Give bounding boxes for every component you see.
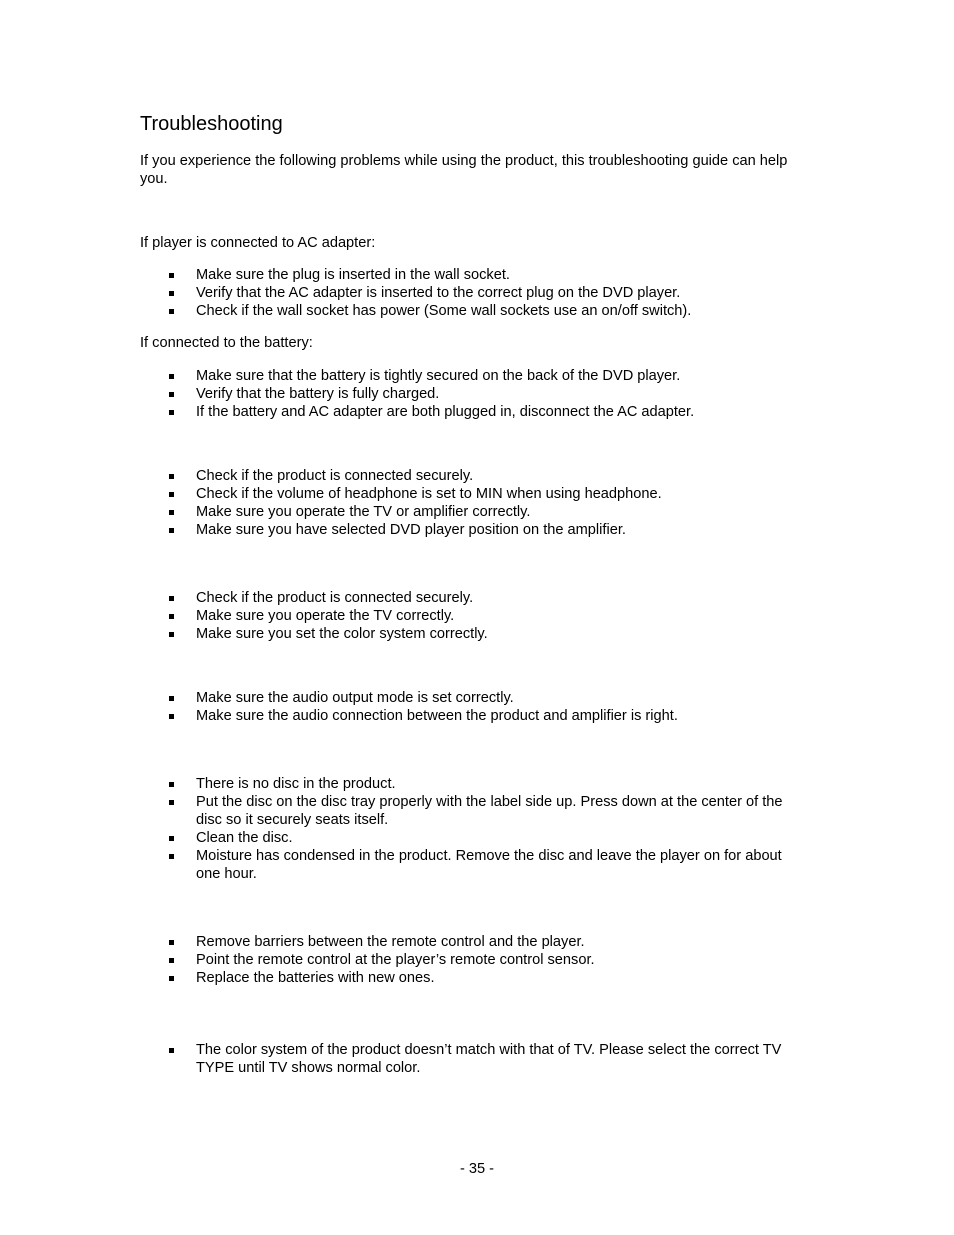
list-item <box>140 385 800 403</box>
list-item-text: Remove barriers between the remote control and the player. <box>196 934 585 950</box>
list-item-text: Make sure you operate the TV or amplifier correctly. <box>196 504 531 520</box>
list-item <box>140 284 800 302</box>
bullet-icon <box>169 291 174 296</box>
no-picture-list <box>140 589 800 643</box>
list-item <box>140 521 800 539</box>
ac-adapter-list <box>140 266 800 320</box>
bullet-icon <box>169 392 174 397</box>
list-item-text: If the battery and AC adapter are both plugged in, disconnect the AC adapter. <box>196 404 695 420</box>
list-item-text: Make sure you have selected DVD player position on the amplifier. <box>196 522 626 538</box>
bullet-icon <box>169 782 174 787</box>
battery-intro: If connected to the battery: <box>140 335 313 351</box>
intro-paragraph: If you experience the following problems while using the product, this troubleshooting guide can help you. <box>140 153 788 187</box>
list-item-text: Check if the product is connected securely. <box>196 590 474 606</box>
list-item <box>140 589 800 607</box>
remote-list <box>140 933 800 987</box>
list-item <box>140 689 800 707</box>
bullet-icon <box>169 940 174 945</box>
list-item-text: Make sure you operate the TV correctly. <box>196 608 455 624</box>
bullet-icon <box>169 1048 174 1053</box>
bullet-icon <box>169 374 174 379</box>
list-item <box>140 367 800 385</box>
bullet-icon <box>169 696 174 701</box>
list-item-text: Check if the wall socket has power (Some wall sockets use an on/off switch). <box>196 303 692 319</box>
bullet-icon <box>169 492 174 497</box>
list-item <box>140 403 800 421</box>
list-item-text: Verify that the battery is fully charged. <box>196 386 440 402</box>
battery-list <box>140 367 800 421</box>
page-title: Troubleshooting <box>140 113 283 135</box>
bullet-icon <box>169 474 174 479</box>
bullet-icon <box>169 836 174 841</box>
bullet-icon <box>169 273 174 278</box>
ac-adapter-intro: If player is connected to AC adapter: <box>140 235 376 251</box>
list-item-text: Check if the volume of headphone is set to MIN when using headphone. <box>196 486 662 502</box>
list-item <box>140 302 800 320</box>
list-item-text: Make sure the plug is inserted in the wall socket. <box>196 267 510 283</box>
bullet-icon <box>169 596 174 601</box>
list-item <box>140 1041 800 1077</box>
list-item-text: There is no disc in the product. <box>196 776 396 792</box>
list-item-text: Verify that the AC adapter is inserted to the correct plug on the DVD player. <box>196 285 681 301</box>
list-item-text: Make sure the audio connection between the product and amplifier is right. <box>196 708 678 724</box>
list-item-text: Point the remote control at the player’s remote control sensor. <box>196 952 595 968</box>
list-item <box>140 707 800 725</box>
color-list <box>140 1041 800 1077</box>
list-item-text: Clean the disc. <box>196 830 293 846</box>
bullet-icon <box>169 854 174 859</box>
bullet-icon <box>169 976 174 981</box>
list-item <box>140 969 800 987</box>
page-number: - 35 - <box>459 1161 495 1177</box>
list-item-text: Make sure that the battery is tightly secured on the back of the DVD player. <box>196 368 681 384</box>
list-item <box>140 793 800 829</box>
bullet-icon <box>169 958 174 963</box>
list-item <box>140 607 800 625</box>
bullet-icon <box>169 510 174 515</box>
disc-list <box>140 775 800 883</box>
list-item <box>140 485 800 503</box>
list-item <box>140 266 800 284</box>
bullet-icon <box>169 800 174 805</box>
bullet-icon <box>169 632 174 637</box>
bullet-icon <box>169 309 174 314</box>
list-item-text: Moisture has condensed in the product. Remove the disc and leave the player on for about one hour. <box>196 848 782 882</box>
bullet-icon <box>169 410 174 415</box>
list-item <box>140 951 800 969</box>
bullet-icon <box>169 528 174 533</box>
list-item-text: The color system of the product doesn’t match with that of TV. Please select the correct TV TYPE until TV shows normal color. <box>196 1042 782 1076</box>
no-sound-list <box>140 467 800 539</box>
list-item <box>140 503 800 521</box>
list-item-text: Replace the batteries with new ones. <box>196 970 435 986</box>
list-item <box>140 829 800 847</box>
list-item-text: Make sure the audio output mode is set correctly. <box>196 690 514 706</box>
bullet-icon <box>169 714 174 719</box>
list-item-text: Make sure you set the color system correctly. <box>196 626 488 642</box>
audio-output-list <box>140 689 800 725</box>
list-item-text: Check if the product is connected securely. <box>196 468 474 484</box>
list-item <box>140 847 800 883</box>
bullet-icon <box>169 614 174 619</box>
list-item-text: Put the disc on the disc tray properly with the label side up. Press down at the center of the disc so it securely seats itself. <box>196 794 783 828</box>
list-item <box>140 775 800 793</box>
list-item <box>140 625 800 643</box>
list-item <box>140 933 800 951</box>
list-item <box>140 467 800 485</box>
